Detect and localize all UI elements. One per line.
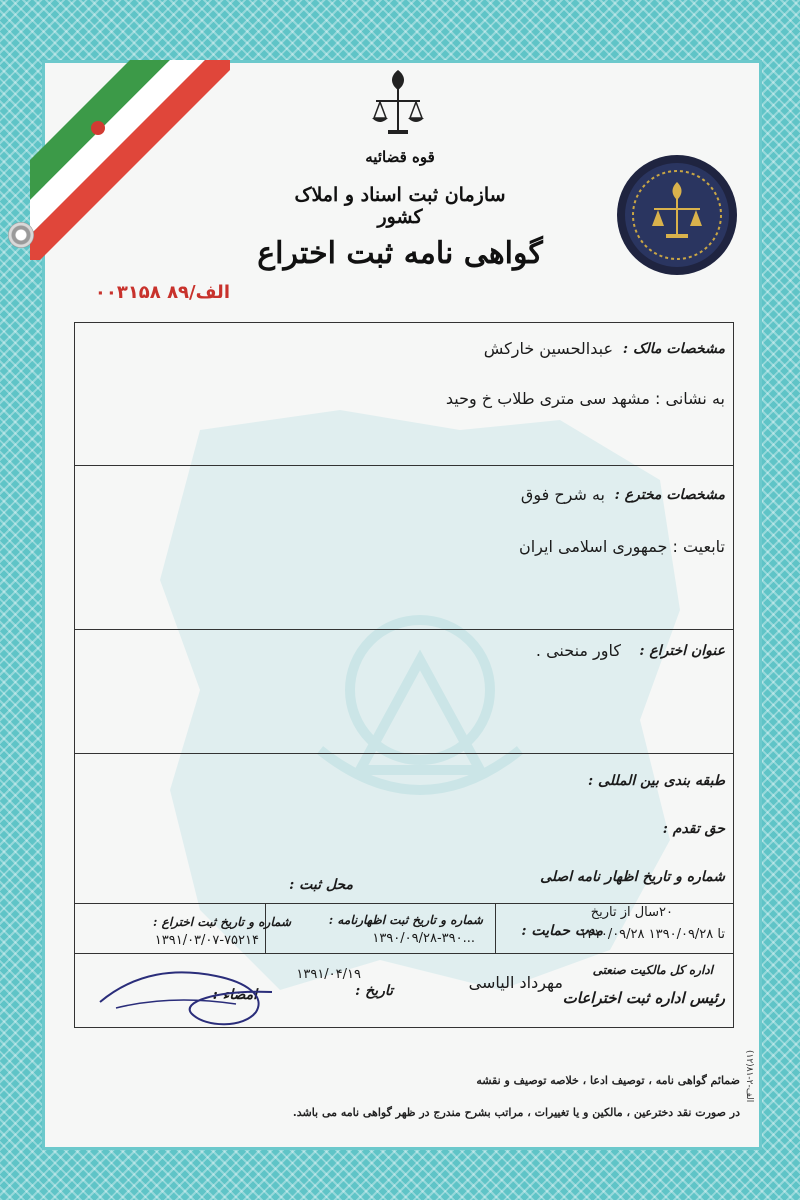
inventor-label: مشخصات مخترع :	[614, 487, 725, 503]
inventor-nationality: تابعیت : جمهوری اسلامی ایران	[518, 537, 725, 556]
divider	[75, 753, 733, 754]
divider	[75, 953, 733, 954]
iran-emblem-icon	[368, 66, 428, 146]
original-application-label: شماره و تاریخ اظهار نامه اصلی	[540, 869, 725, 885]
handwritten-signature-icon	[96, 962, 276, 1032]
note-attachments: ضمائم گواهی نامه ، توصیف ادعا ، خلاصه توصیف و نقشه	[476, 1074, 740, 1087]
validity-label: ۲۰سال از تاریخ	[590, 905, 673, 920]
certificate-form-table	[74, 322, 734, 1028]
form-code: (۱۲)الف-۲-۸۱	[744, 1050, 754, 1103]
owner-label: مشخصات مالک :	[622, 341, 725, 357]
judiciary-title: قوه قضائیه	[365, 148, 435, 166]
certificate-title: گواهی نامه ثبت اختراع	[257, 236, 543, 271]
priority-label: حق تقدم :	[662, 821, 725, 837]
official-role: رئیس اداره ثبت اختراعات	[562, 989, 725, 1007]
validity-value: ۱۴۱۰/۰۹/۲۸ تا ۱۳۹۰/۰۹/۲۸	[579, 927, 725, 942]
declaration-value: ۱۳۹۰/۰۹/۲۸-۳۹۰...	[372, 931, 475, 946]
official-seal-icon	[616, 154, 738, 276]
serial-number: الف/۸۹ ۰۰۳۱۵۸	[94, 282, 230, 303]
owner-address: به نشانی : مشهد سی متری طلاب خ وحید	[445, 389, 725, 408]
divider	[75, 903, 733, 904]
validity-title: مدت حمایت :	[521, 923, 603, 939]
note-changes: در صورت نقد دخترعین ، مالکین و یا تغییرات ، مراتب بشرح مندرج در ظهر گواهی نامه می باشد.	[292, 1106, 740, 1119]
invention-title-value: کاور منحنی .	[535, 641, 621, 660]
classification-label: طبقه بندی بین المللی :	[587, 773, 725, 789]
date-value: ۱۳۹۱/۰۴/۱۹	[296, 967, 361, 982]
registration-place-label: محل ثبت :	[289, 877, 353, 893]
signature-label: امضاء :	[212, 987, 257, 1003]
official-name: مهرداد الیاسی	[468, 973, 563, 992]
declaration-label: شماره و تاریخ ثبت اظهارنامه :	[328, 913, 483, 927]
organization-name: سازمان ثبت اسناد و املاک کشور	[294, 184, 506, 228]
divider	[75, 629, 733, 630]
divider	[495, 903, 496, 953]
divider	[75, 465, 733, 466]
inventor-value: به شرح فوق	[520, 485, 605, 504]
grommet-eyelet	[8, 222, 34, 248]
registration-value: ۱۳۹۱/۰۳/۰۷-۷۵۲۱۴	[154, 933, 259, 948]
official-department: اداره کل مالکیت صنعتی	[592, 963, 713, 977]
date-label: تاریخ :	[355, 983, 393, 999]
owner-name: عبدالحسین خارکش	[483, 339, 613, 358]
registration-label: شماره و تاریخ ثبت اختراع :	[153, 915, 291, 929]
iran-flag-ribbon	[30, 60, 230, 260]
invention-title-label: عنوان اختراع :	[639, 643, 725, 659]
